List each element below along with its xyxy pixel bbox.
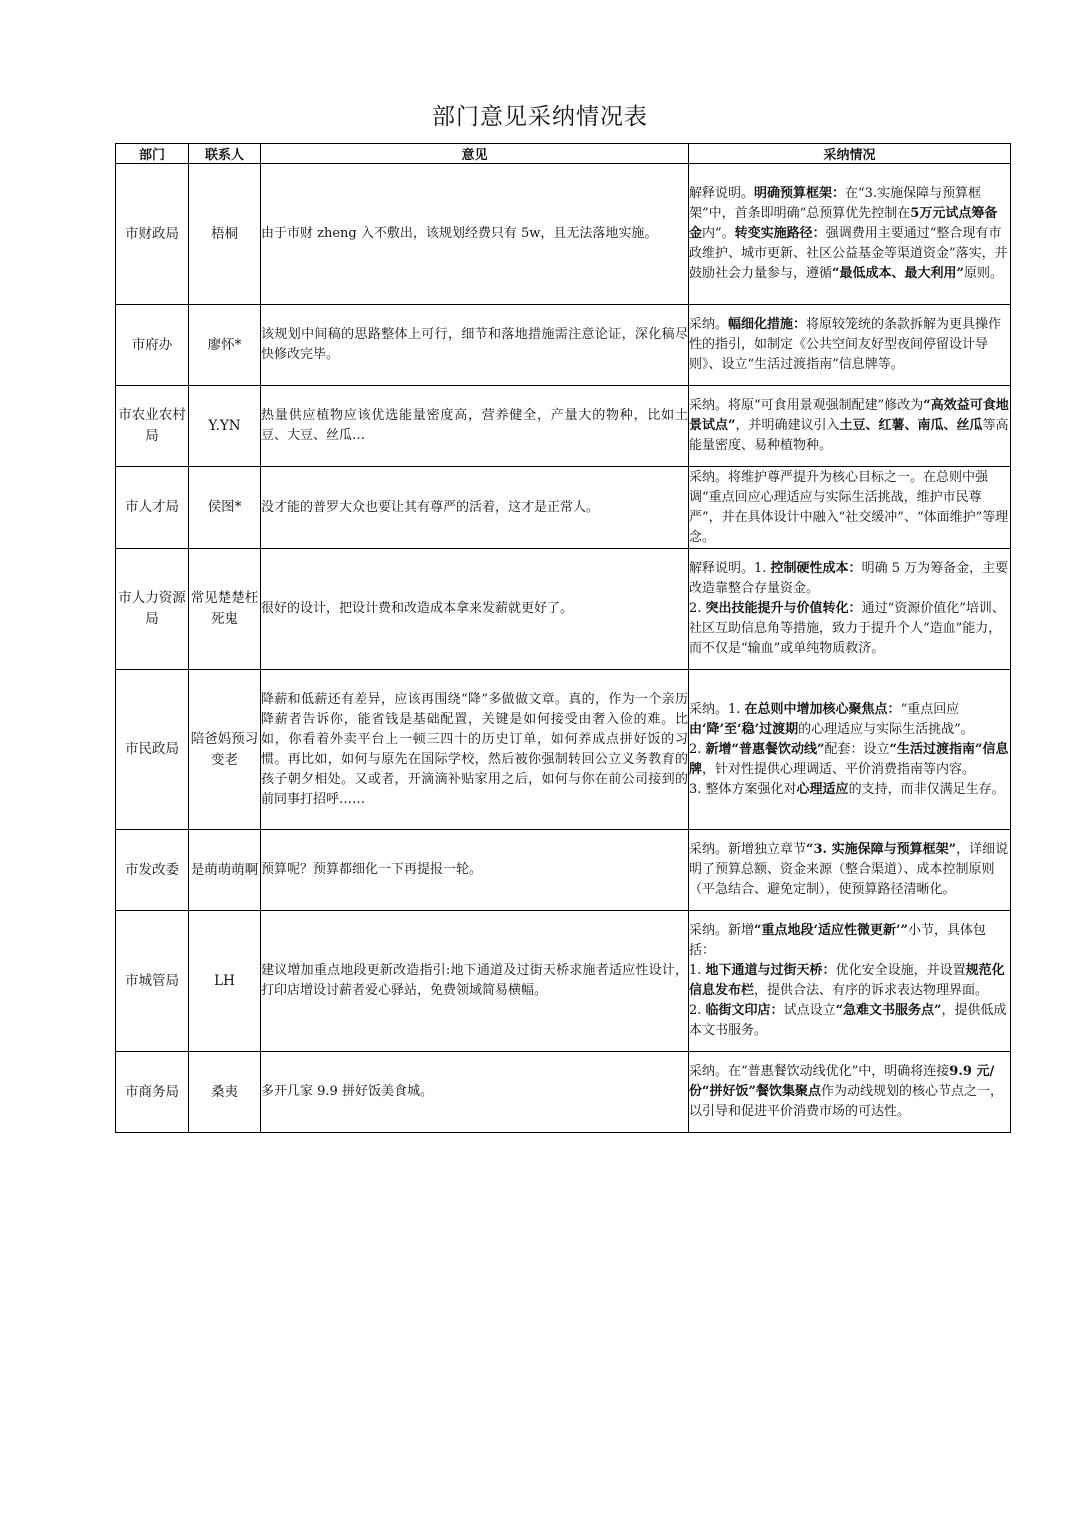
- text-run: 强调费用主要通过“整合现有市政维护、城市更新、社区公益基金等渠道资金”落实，并鼓励社会力量参与，遵循: [689, 226, 1008, 281]
- opinion-cell: 降薪和低薪还有差异，应该再围绕“降”多做做文章。真的，作为一个亲历降薪者告诉你，能省钱是基础配置，关键是如何接受由奢入俭的难。比如，你看着外卖平台上一顿三四十的历史订单，如何养成点拼好饭的习惯。再比如，如何与原先在国际学校，然后被你强制转回公立义务教育的孩子朝夕相处。又或者，开滴滴补贴家用之后，如何与你在前公司接到的前同事打招呼……: [261, 670, 689, 830]
- bold-text-run: 地下通道与过街天桥：: [705, 963, 836, 978]
- contact-cell: Y.YN: [189, 386, 261, 467]
- text-run: 的支持，而非仅满足生存。: [848, 781, 1005, 797]
- dept-cell: 市财政局: [116, 164, 189, 305]
- adoption-cell: [689, 305, 1011, 386]
- adoption-cell: [689, 164, 1011, 305]
- bold-text-run: 明确预算框架：: [754, 186, 846, 201]
- bold-text-run: 幅细化措施：: [728, 317, 807, 332]
- table-row: [116, 305, 1011, 386]
- bold-text-run: 转变实施路径：: [734, 226, 826, 241]
- bold-text-run: “3. 实施保障与预算框架”: [806, 842, 957, 857]
- page-title: 部门意见采纳情况表: [432, 104, 648, 130]
- text-run: 2.: [689, 601, 706, 616]
- text-run: 解释说明。1.: [689, 561, 771, 576]
- bold-text-run: “重点地段‘适应性微更新’”: [754, 923, 909, 938]
- dept-cell: 市民政局: [116, 670, 189, 830]
- dept-cell: 市商务局: [116, 1052, 189, 1133]
- header-opinion: 意见: [261, 144, 689, 164]
- contact-cell: 常见楚楚枉死鬼: [189, 549, 261, 670]
- opinion-cell: 热量供应植物应该优选能量密度高，营养健全，产量大的物种，比如土豆、大豆、丝瓜…: [261, 386, 689, 467]
- bold-text-run: 由‘降’至‘稳’过渡期: [689, 721, 799, 737]
- opinion-cell: 该规划中间稿的思路整体上可行，细节和落地措施需注意论证，深化稿尽快修改完毕。: [261, 305, 689, 386]
- text-run: 试点设立: [783, 1003, 836, 1018]
- contact-cell: 梧桐: [189, 164, 261, 305]
- opinion-cell: 多开几家 9.9 拼好饭美食城。: [261, 1052, 689, 1133]
- text-run: ，提供低成本文书服务。: [689, 1003, 1007, 1038]
- contact-cell: 陪爸妈预习变老: [189, 670, 261, 830]
- text-run: 采纳。新增: [689, 923, 755, 938]
- text-run: 解释说明。: [689, 186, 755, 201]
- text-run: ，并明确建议引入: [735, 418, 840, 433]
- table-row: [116, 386, 1011, 467]
- adoption-cell: [689, 911, 1011, 1052]
- bold-text-run: “生活过渡指南”信息牌: [689, 741, 1009, 777]
- bold-text-run: 新增“普惠餐饮动线”: [705, 741, 825, 757]
- text-run: “重点回应: [900, 701, 960, 717]
- text-run: 采纳。在“普惠餐饮动线优化”中，明确将连接: [689, 1064, 950, 1079]
- text-run: 2.: [689, 741, 706, 757]
- text-run: 的心理适应与实际生活挑战”。: [798, 721, 974, 737]
- contact-cell: 是萌萌萌啊: [189, 830, 261, 911]
- text-run: ，提供合法、有序的诉求表达物理界面。: [754, 983, 989, 998]
- contact-cell: LH: [189, 911, 261, 1052]
- text-run: 作为动线规划的核心节点之一，以引导和促进平价消费市场的可达性。: [689, 1084, 1003, 1119]
- adoption-cell: [689, 670, 1011, 830]
- table-row: [116, 911, 1011, 1052]
- dept-cell: 市城管局: [116, 911, 189, 1052]
- text-run: 2.: [689, 1003, 706, 1018]
- text-run: 配套：设立: [824, 741, 890, 757]
- adoption-cell: [689, 549, 1011, 670]
- text-run: 3. 整体方案强化对: [689, 781, 797, 797]
- bold-text-run: “高效益可食地景试点”: [689, 398, 1009, 433]
- text-run: 采纳。将维护尊严提升为核心目标之一。在总则中强调“重点回应心理适应与实际生活挑战，维护市民尊严”，并在具体设计中融入“社交缓冲”、“体面维护”等理念。: [689, 469, 1009, 545]
- bold-text-run: “最低成本、最大利用”: [832, 266, 964, 281]
- contact-cell: 桑夷: [189, 1052, 261, 1133]
- adoption-cell: [689, 830, 1011, 911]
- adoption-cell: [689, 467, 1011, 549]
- table-row: [116, 164, 1011, 305]
- contact-cell: 侯图*: [189, 467, 261, 549]
- text-run: 采纳。1.: [689, 701, 745, 717]
- opinion-cell: 由于市财 zheng 入不敷出，该规划经费只有 5w，且无法落地实施。: [261, 164, 689, 305]
- table-row: [116, 467, 1011, 549]
- bold-text-run: 规范化信息发布栏: [689, 963, 1005, 998]
- text-run: 采纳。新增独立章节: [689, 842, 807, 857]
- table-row: [116, 670, 1011, 830]
- opinion-cell: 建议增加重点地段更新改造指引:地下通道及过街天桥求施者适应性设计，打印店增设讨薪者爱心驿站，免费领域简易横幅。: [261, 911, 689, 1052]
- adoption-table: [115, 143, 1011, 1133]
- text-run: 将原较笼统的条款拆解为更具操作性的指引，如制定《公共空间友好型夜间停留设计导则》、设立“生活过渡指南”信息牌等。: [689, 317, 1002, 372]
- bold-text-run: 在总则中增加核心聚焦点：: [744, 701, 901, 717]
- bold-text-run: 心理适应: [796, 781, 849, 797]
- dept-cell: 市人才局: [116, 467, 189, 549]
- bold-text-run: 土豆、红薯、南瓜、丝瓜: [839, 418, 983, 433]
- text-run: ，针对性提供心理调适、平价消费指南等内容。: [702, 761, 976, 777]
- text-run: 等高能量密度、易种植物种。: [689, 418, 1009, 453]
- table-row: [116, 1052, 1011, 1133]
- text-run: 采纳。: [689, 317, 729, 332]
- bold-text-run: 9.9 元/份“拼好饭”餐饮集聚点: [689, 1064, 995, 1099]
- bold-text-run: 突出技能提升与价值转化：: [705, 601, 862, 616]
- text-run: 小节，具体包括：: [689, 923, 987, 958]
- text-run: 原则。: [963, 266, 1003, 281]
- text-run: ，详细说明了预算总额、资金来源（整合渠道）、成本控制原则（平急结合、避免定制），使预算路径清晰化。: [689, 842, 1009, 897]
- dept-cell: 市人力资源局: [116, 549, 189, 670]
- header-adoption: 采纳情况: [689, 144, 1011, 164]
- header-contact: 联系人: [189, 144, 261, 164]
- dept-cell: 市农业农村局: [116, 386, 189, 467]
- text-run: 通过“资源价值化”培训、社区互助信息角等措施，致力于提升个人“造血”能力，而不仅是“输血”或单纯物质救济。: [689, 601, 1005, 656]
- contact-cell: 廖怀*: [189, 305, 261, 386]
- table-row: [116, 830, 1011, 911]
- bold-text-run: 临街文印店：: [705, 1003, 784, 1018]
- opinion-cell: 预算呢？预算都细化一下再提报一轮。: [261, 830, 689, 911]
- adoption-cell: [689, 386, 1011, 467]
- text-run: 内”。: [702, 226, 735, 241]
- text-run: 明确 5 万为筹备金，主要改造靠整合存量资金。: [689, 561, 1009, 596]
- dept-cell: 市府办: [116, 305, 189, 386]
- bold-text-run: 控制硬性成本：: [770, 561, 862, 576]
- table-header-row: [116, 144, 1011, 164]
- opinion-cell: 没才能的普罗大众也要让其有尊严的活着，这才是正常人。: [261, 467, 689, 549]
- adoption-cell: [689, 1052, 1011, 1133]
- opinion-cell: 很好的设计，把设计费和改造成本拿来发薪就更好了。: [261, 549, 689, 670]
- dept-cell: 市发改委: [116, 830, 189, 911]
- text-run: 优化安全设施，并设置: [835, 963, 966, 978]
- text-run: 采纳。将原“可食用景观强制配建”修改为: [689, 398, 924, 413]
- text-run: 1.: [689, 963, 706, 978]
- bold-text-run: “急难文书服务点”: [835, 1003, 942, 1018]
- header-dept: 部门: [116, 144, 189, 164]
- bold-text-run: 5万元试点筹备金: [689, 206, 998, 241]
- text-run: 在“3.实施保障与预算框架”中，首条即明确“总预算优先控制在: [689, 186, 982, 221]
- table-row: [116, 549, 1011, 670]
